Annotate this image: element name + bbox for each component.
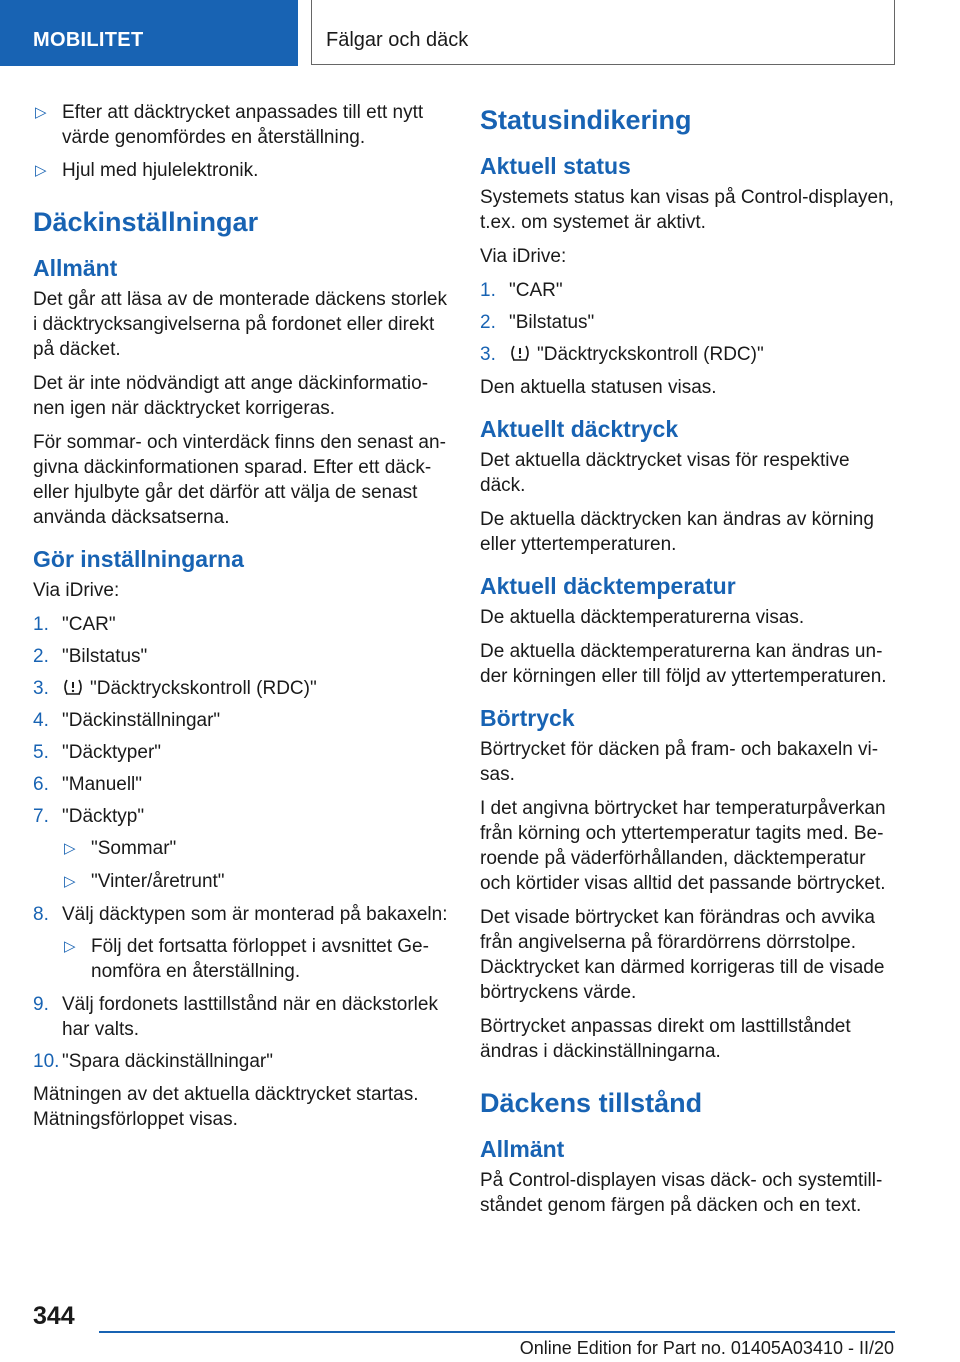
page-header (0, 0, 960, 66)
paragraph: Mätningen av det aktuella däcktrycket startas. (33, 1084, 419, 1105)
list-item: 3. "Däcktryckskontroll (RDC)" (480, 344, 764, 365)
triangle-right-icon: ▷ (64, 873, 76, 890)
triangle-right-icon: ▷ (35, 162, 47, 179)
list-item: 4. "Däckinställningar" (33, 710, 221, 731)
list-item: 3. "Däcktryckskontroll (RDC)" (33, 678, 317, 699)
chapter-title: Fälgar och däck (326, 29, 469, 51)
steps-list (480, 278, 900, 367)
paragraph: Det är inte nödvändigt att ange däckinformationen igen när däcktrycket korrigeras. (33, 373, 429, 419)
heading-aktuell-status: Aktuell status (480, 153, 631, 179)
edition-text: Online Edition for Part no. 01405A03410 - II/20 (519, 1338, 894, 1358)
paragraph: De aktuella däcktemperaturerna visas. (480, 607, 805, 628)
triangle-right-icon: ▷ (64, 938, 76, 955)
sub-bullet: ▷ Följ det fortsatta förloppet i avsnittet Genomföra en återställning. (64, 936, 429, 982)
intro-bullet: ▷ Hjul med hjulelektronik. (35, 160, 259, 181)
list-item: 8. Välj däcktypen som är monterad på bakaxeln: (33, 904, 448, 925)
list-item: 2. "Bilstatus" (33, 646, 148, 667)
paragraph: De aktuella däcktemperaturerna kan ändras under körningen eller till följd av yttertemperaturen. (480, 641, 887, 687)
paragraph: För sommar- och vinterdäck finns den senast angivna däckinformationen sparad. Efter ett däck- eller hjulbyte går det därför att välja de senast använda däcksatserna. (33, 432, 446, 528)
list-item: 10. "Spara däckinställningar" (33, 1051, 273, 1072)
left-column (33, 100, 449, 1141)
triangle-right-icon: ▷ (64, 840, 76, 857)
paragraph: Det visade börtrycket kan förändras och avvika från angivelserna på förardörrens dörrstolpe. Däcktrycket kan därmed korrigeras till de visade börtryckens värde. (480, 907, 885, 1003)
list-item: 9. Välj fordonets lasttillstånd när en däckstorlek har valts. (33, 994, 438, 1040)
list-item: 2. "Bilstatus" (480, 312, 595, 333)
list-item: 5. "Däcktyper" (33, 742, 162, 763)
heading-bortryck: Börtryck (480, 705, 575, 731)
sub-bullet: ▷ "Vinter/åretrunt" (64, 871, 225, 892)
paragraph: Börtrycket för däcken på fram- och bakaxeln visas. (480, 739, 879, 785)
paragraph: Systemets status kan visas på Control-displayen, t.ex. om systemet är aktivt. (480, 187, 894, 233)
triangle-right-icon: ▷ (35, 104, 47, 121)
paragraph: I det angivna börtrycket har temperaturpåverkan från körning och yttertemperatur tagits med. Beroende på väderförhållanden, däcktemperatur och körtider visas alltid det passande börtrycket. (480, 798, 886, 894)
paragraph: Det aktuella däcktrycket visas för respektive däck. (480, 450, 850, 496)
right-column (480, 103, 900, 1227)
paragraph: Det går att läsa av de monterade däckens storlek i däcktrycksangivelserna på fordonet eller direkt på däcket. (33, 289, 448, 360)
heading-gor-installningarna: Gör inställningarna (33, 546, 244, 572)
heading-allmant: Allmänt (480, 1136, 565, 1162)
chapter-tab (311, 0, 895, 65)
tire-pressure-warning-icon (62, 677, 84, 697)
list-item: 7. "Däcktyp" (33, 806, 145, 827)
heading-allmant: Allmänt (33, 255, 118, 281)
sub-bullet: ▷ "Sommar" (64, 838, 177, 859)
heading-dackinstallningar: Däckinställningar (33, 207, 259, 237)
section-tab (0, 0, 298, 66)
paragraph: De aktuella däcktrycken kan ändras av körning eller yttertemperaturen. (480, 509, 874, 555)
list-item: 1. "CAR" (480, 280, 563, 301)
footer-divider (99, 1331, 895, 1333)
steps-list (33, 612, 449, 1074)
tire-pressure-warning-icon (509, 343, 531, 363)
heading-statusindikering: Statusindikering (480, 105, 692, 135)
heading-dackens-tillstand: Däckens tillstånd (480, 1088, 703, 1118)
intro-bullet: ▷ Efter att däcktrycket anpassades till ett nytt värde genomfördes en återställning. (35, 102, 424, 148)
page-number: 344 (33, 1302, 75, 1330)
heading-aktuellt-dacktryck: Aktuellt däcktryck (480, 416, 679, 442)
section-title: MOBILITET (33, 29, 144, 51)
paragraph: Börtrycket anpassas direkt om lasttillståndet ändras i däckinställningarna. (480, 1016, 851, 1062)
paragraph: På Control-displayen visas däck- och systemtillståndet genom färgen på däcken och en text. (480, 1170, 883, 1216)
list-item: 6. "Manuell" (33, 774, 143, 795)
list-item: 1. "CAR" (33, 614, 116, 635)
paragraph: Mätningsförloppet visas. (33, 1109, 238, 1130)
heading-aktuell-dacktemperatur: Aktuell däcktemperatur (480, 573, 736, 599)
paragraph: Den aktuella statusen visas. (480, 377, 717, 398)
paragraph: Via iDrive: (480, 246, 567, 267)
paragraph: Via iDrive: (33, 580, 120, 601)
